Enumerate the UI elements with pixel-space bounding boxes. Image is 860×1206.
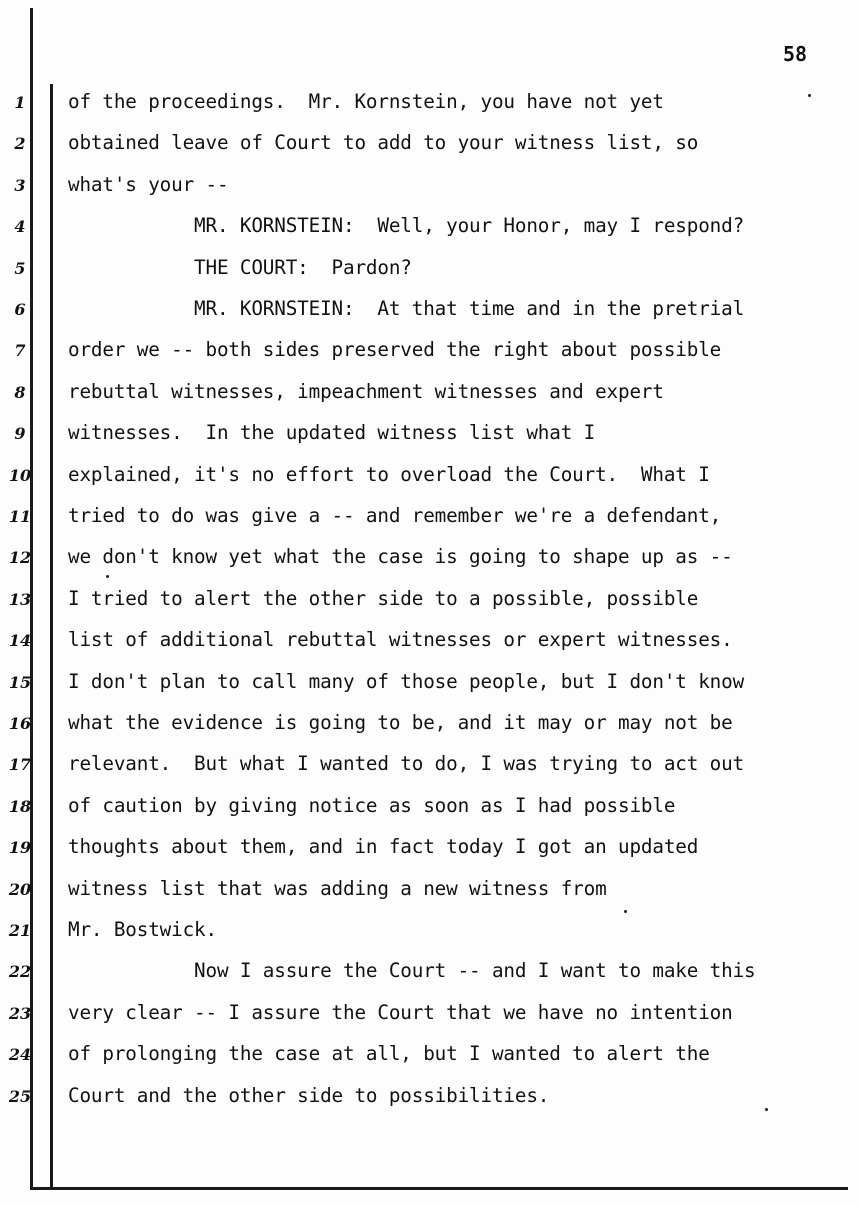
transcript-line: explained, it's no effort to overload the Court. What I: [68, 462, 710, 486]
transcript-line: order we -- both sides preserved the right about possible: [68, 338, 722, 362]
transcript-line: witnesses. In the updated witness list what I: [68, 421, 596, 445]
line-number: 12: [8, 548, 32, 568]
transcript-line: of the proceedings. Mr. Kornstein, you have not yet: [68, 90, 664, 113]
line-number: 23: [8, 1003, 32, 1023]
transcript-line: very clear -- I assure the Court that we have no intention: [68, 1000, 733, 1024]
transcript-line: of caution by giving notice as soon as I had possible: [68, 793, 676, 817]
line-number-rule: [50, 84, 53, 1190]
line-number: 18: [8, 796, 32, 816]
transcript-line: witness list that was adding a new witness from: [68, 876, 607, 900]
line-number: 6: [14, 300, 26, 319]
transcript-line: we don't know yet what the case is going to shape up as --: [68, 545, 733, 569]
bottom-rule: [30, 1187, 848, 1190]
line-number: 15: [8, 672, 32, 692]
line-number: 5: [14, 258, 26, 278]
speck-mark: [765, 1108, 768, 1111]
transcript-line: tried to do was give a -- and remember we're a defendant,: [68, 504, 722, 527]
transcript-line: list of additional rebuttal witnesses or expert witnesses.: [68, 628, 733, 652]
transcript-line: Mr. Bostwick.: [68, 918, 217, 941]
transcript-line: what's your --: [68, 172, 229, 196]
line-number: 24: [8, 1045, 32, 1065]
transcript-line: obtained leave of Court to add to your witness list, so: [68, 131, 699, 155]
line-number: 11: [8, 507, 32, 526]
line-number: 8: [14, 382, 26, 402]
line-number: 17: [8, 755, 32, 775]
transcript-line: MR. KORNSTEIN: At that time and in the pretrial: [68, 297, 745, 320]
line-number: 13: [8, 589, 32, 609]
transcript-line: what the evidence is going to be, and it may or may not be: [68, 711, 733, 734]
transcript-line: of prolonging the case at all, but I wanted to alert the: [68, 1042, 710, 1066]
line-number: 16: [8, 714, 32, 733]
line-number: 19: [8, 838, 32, 858]
transcript-line: rebuttal witnesses, impeachment witnesses and expert: [68, 379, 664, 403]
line-number: 25: [8, 1086, 32, 1106]
line-number: 10: [8, 465, 32, 485]
transcript-line: MR. KORNSTEIN: Well, your Honor, may I respond?: [68, 214, 745, 238]
transcript-line: thoughts about them, and in fact today I got an updated: [68, 835, 699, 859]
speck-mark: [808, 94, 811, 97]
transcript-line: relevant. But what I wanted to do, I was trying to act out: [68, 752, 745, 776]
line-number: 9: [14, 424, 26, 444]
line-number: 22: [8, 962, 32, 982]
transcript-line: Court and the other side to possibilities.: [68, 1083, 550, 1107]
transcript-line: I don't plan to call many of those people, but I don't know: [68, 669, 745, 693]
speck-mark: [106, 575, 109, 578]
line-number: 2: [14, 134, 26, 154]
line-number: 7: [14, 341, 26, 361]
line-number: 1: [14, 93, 26, 112]
speck-mark: [624, 910, 627, 913]
line-number: 14: [8, 631, 32, 651]
line-number: 20: [8, 879, 32, 899]
transcript-line: Now I assure the Court -- and I want to make this: [68, 959, 756, 983]
line-number: 4: [14, 217, 26, 237]
page-number: 58: [783, 42, 808, 66]
line-number: 21: [8, 921, 32, 940]
transcript-line: I tried to alert the other side to a possible, possible: [68, 586, 699, 610]
line-number: 3: [14, 175, 26, 195]
transcript-line: THE COURT: Pardon?: [68, 255, 412, 279]
